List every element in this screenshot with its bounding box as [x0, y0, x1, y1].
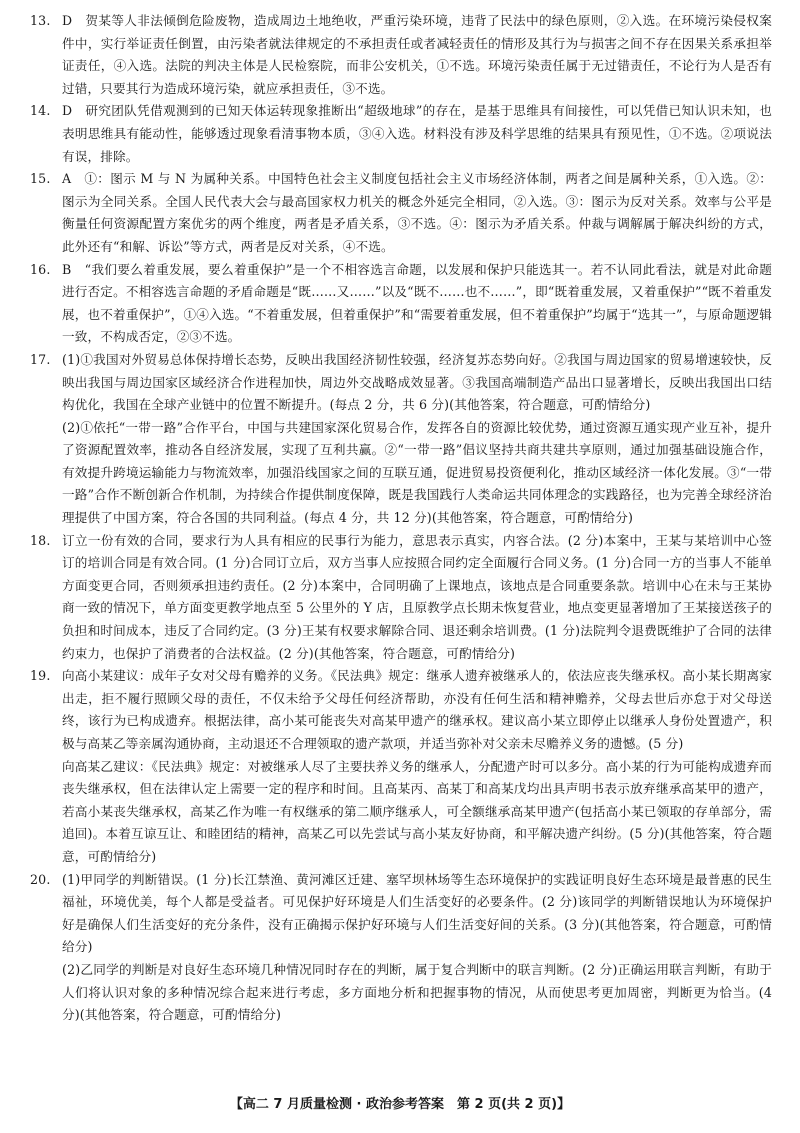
question-number: 18. — [30, 532, 51, 548]
question-number: 13. — [30, 13, 51, 28]
question-number: 15. — [30, 171, 51, 187]
answer-text-part-2: 向高某乙建议：《民法典》规定：对被继承人尽了主要扶养义务的继承人，分配遗产时可以多分。高小某的行为可能构成遗弃而丧失继承权，但在法律认定上需要一定的程序和时间。且高某丙、高某丁和高某戊均出具声明书表示放弃继承高某甲的遗产，若高小某丧失继承权，高某乙作为唯一有权继承的第二顺序继承人，可全额继承高某甲遗产(包括高小某已领取的存单部分，需追回)。本着互谅互让、和睦团结的精神，高某乙可以先尝试与高小某友好协商，和平解决遗产纠纷。(5 分)(其他答案，符合题意，可酌情给分) — [62, 758, 772, 864]
answer-text: A ①：图示 M 与 N 为属种关系。中国特色社会主义制度包括社会主义市场经济体制，两者之间是属种关系，①入选。②：图示为全同关系。全国人民代表大会与最高国家权力机关的概念外延完全相同，②入选。③：图示为反对关系。效率与公平是衡量任何资源配置方案优劣的两个维度，两者是矛盾关系，③不选。④：图示为矛盾关系。仲裁与调解属于解决纠纷的方式，此外还有“和解、诉讼”等方式，两者是反对关系，④不选。 — [62, 171, 772, 254]
question-number: 16. — [30, 261, 51, 277]
answer-text-part-2: (2)①依托“一带一路”合作平台，中国与共建国家深化贸易合作，发挥各自的资源比较优势，通过资源互通实现产业互补，提升了资源配置效率，推动各自经济发展，实现了互利共赢。②“一带一路”倡议坚持共商共建共享原则，通过加强基础设施合作，有效提升跨境运输能力与物流效率，加强沿线国家之间的互联互通，促进贸易投资便利化，推动区域经济一体化发展。③“一带一路”合作不断创新合作机制，为持续合作提供制度保障，既是我国践行人类命运共同体理念的实践路径，也为完善全球经济治理提供了中国方案，符合各国的共同利益。(每点 4 分，共 12 分)(其他答案，符合题意，可酌情给分) — [62, 419, 772, 526]
answer-20 — [30, 869, 772, 1027]
answer-text-part-1: (1)甲同学的判断错误。(1 分)长江禁渔、黄河滩区迁建、塞罕坝林场等生态环境保护的实践证明良好生态环境是最普惠的民生福祉，环境优美，每个人都是受益者。可见保护好环境是人们生活变好的必要条件。(2 分)该同学的判断错误地认为环境保护好是确保人们生活变好的充分条件，没有正确揭示保护好环境与人们生活变好间的关系。(3 分)(其他答案，符合题意，可酌情给分) — [62, 871, 772, 955]
answer-18 — [30, 530, 772, 666]
answer-page — [30, 10, 772, 1027]
answer-text-part-1: 向高小某建议：成年子女对父母有赡养的义务。《民法典》规定：继承人遗弃被继承人的，依法应丧失继承权。高小某长期离家出走，拒不履行照顾父母的责任，不仅未给予父母任何经济帮助，亦没有任何生活和精神赡养，父母去世后亦怠于对父母送终，该行为已构成遗弃。根据法律，高小某可能丧失对高某甲遗产的继承权。建议高小某立即停止以继承人身份处置遗产，积极与高某乙等亲属沟通协商，主动退还不合理领取的遗产款项，并适当弥补对父亲未尽赡养义务的遗憾。(5 分) — [62, 668, 772, 751]
answer-19 — [30, 665, 772, 868]
answer-13 — [30, 10, 772, 100]
answer-text: D 研究团队凭借观测到的已知天体运转现象推断出“超级地球”的存在，是基于思维具有间接性，可以凭借已知认识未知，也表明思维具有能动性，能够透过现象看清事物本质，③④入选。材料没有涉及科学思维的结果具有预见性，①不选。②项说法有误，排除。 — [62, 103, 772, 164]
answer-text-part-1: (1)①我国对外贸易总体保持增长态势，反映出我国经济韧性较强，经济复苏态势向好。②我国与周边国家的贸易增速较快，反映出我国与周边国家区域经济合作进程加快，周边外交战略成效显著。③我国高端制造产品出口显著增长，反映出我国出口结构优化，我国在全球产业链中的位置不断提升。(每点 2 分，共 6 分)(其他答案，符合题意，可酌情给分) — [62, 351, 772, 413]
answer-text: B “我们要么着重发展，要么着重保护”是一个不相容选言命题，以发展和保护只能选其一。若不认同此看法，就是对此命题进行否定。不相容选言命题的矛盾命题是“既……又……”以及“既不……也不……”，即“既着重发展，又着重保护”“既不着重发展，也不着重保护”，①④入选。“不着重发展，但着重保护”和“需要着重发展，但不着重保护”均属于“选其一”，与原命题逻辑一致，不构成否定，②③不选。 — [62, 261, 772, 345]
question-number: 20. — [30, 871, 51, 887]
page-footer: 【高二 7 月质量检测 · 政治参考答案 第 2 页(共 2 页)】 — [229, 1097, 571, 1112]
question-number: 14. — [30, 103, 51, 119]
answer-text: 订立一份有效的合同，要求行为人具有相应的民事行为能力，意思表示真实，内容合法。(2 分)本案中，王某与某培训中心签订的培训合同是有效合同。(1 分)合同订立后，双方当事人应按照合同约定全面履行合同义务。(1 分)合同一方的当事人不能单方面变更合同，否则须承担违约责任。(2 分)本案中，合同明确了上课地点，该地点是合同重要条款。培训中心在未与王某协商一致的情况下，单方面变更教学地点至 5 公里外的 Y 店，且原教学点长期未恢复营业，地点变更显著增加了王某接送孩子的负担和时间成本，违反了合同约定。(3 分)王某有权要求解除合同、退还剩余培训费。(1 分)法院判令退费既维护了合同的法律约束力，也保护了消费者的合法权益。(2 分)(其他答案，符合题意，可酌情给分) — [62, 532, 772, 661]
answer-text-part-2: (2)乙同学的判断是对良好生态环境几种情况同时存在的判断，属于复合判断中的联言判断。(2 分)正确运用联言判断，有助于人们将认识对象的多种情况综合起来进行考虑，多方面地分析和把握事物的情况，从而使思考更加周密，判断更为恰当。(4 分)(其他答案，符合题意，可酌情给分) — [62, 961, 772, 1023]
answer-14 — [30, 100, 772, 168]
answer-16 — [30, 259, 772, 349]
question-number: 19. — [30, 668, 51, 684]
answer-17 — [30, 349, 772, 530]
answer-15 — [30, 168, 772, 258]
question-number: 17. — [30, 351, 51, 367]
answer-text: D 贺某等人非法倾倒危险废物，造成周边土地绝收，严重污染环境，违背了民法中的绿色原则，②入选。在环境污染侵权案件中，实行举证责任倒置，由污染者就法律规定的不承担责任或者减轻责任的情形及其行为与损害之间不存在因果关系承担举证责任，④入选。法院的判决主体是人民检察院，而非公安机关，①不选。环境污染责任属于无过错责任，不论行为人是否有过错，只要其行为造成环境污染，就应承担责任，③不选。 — [62, 13, 772, 96]
